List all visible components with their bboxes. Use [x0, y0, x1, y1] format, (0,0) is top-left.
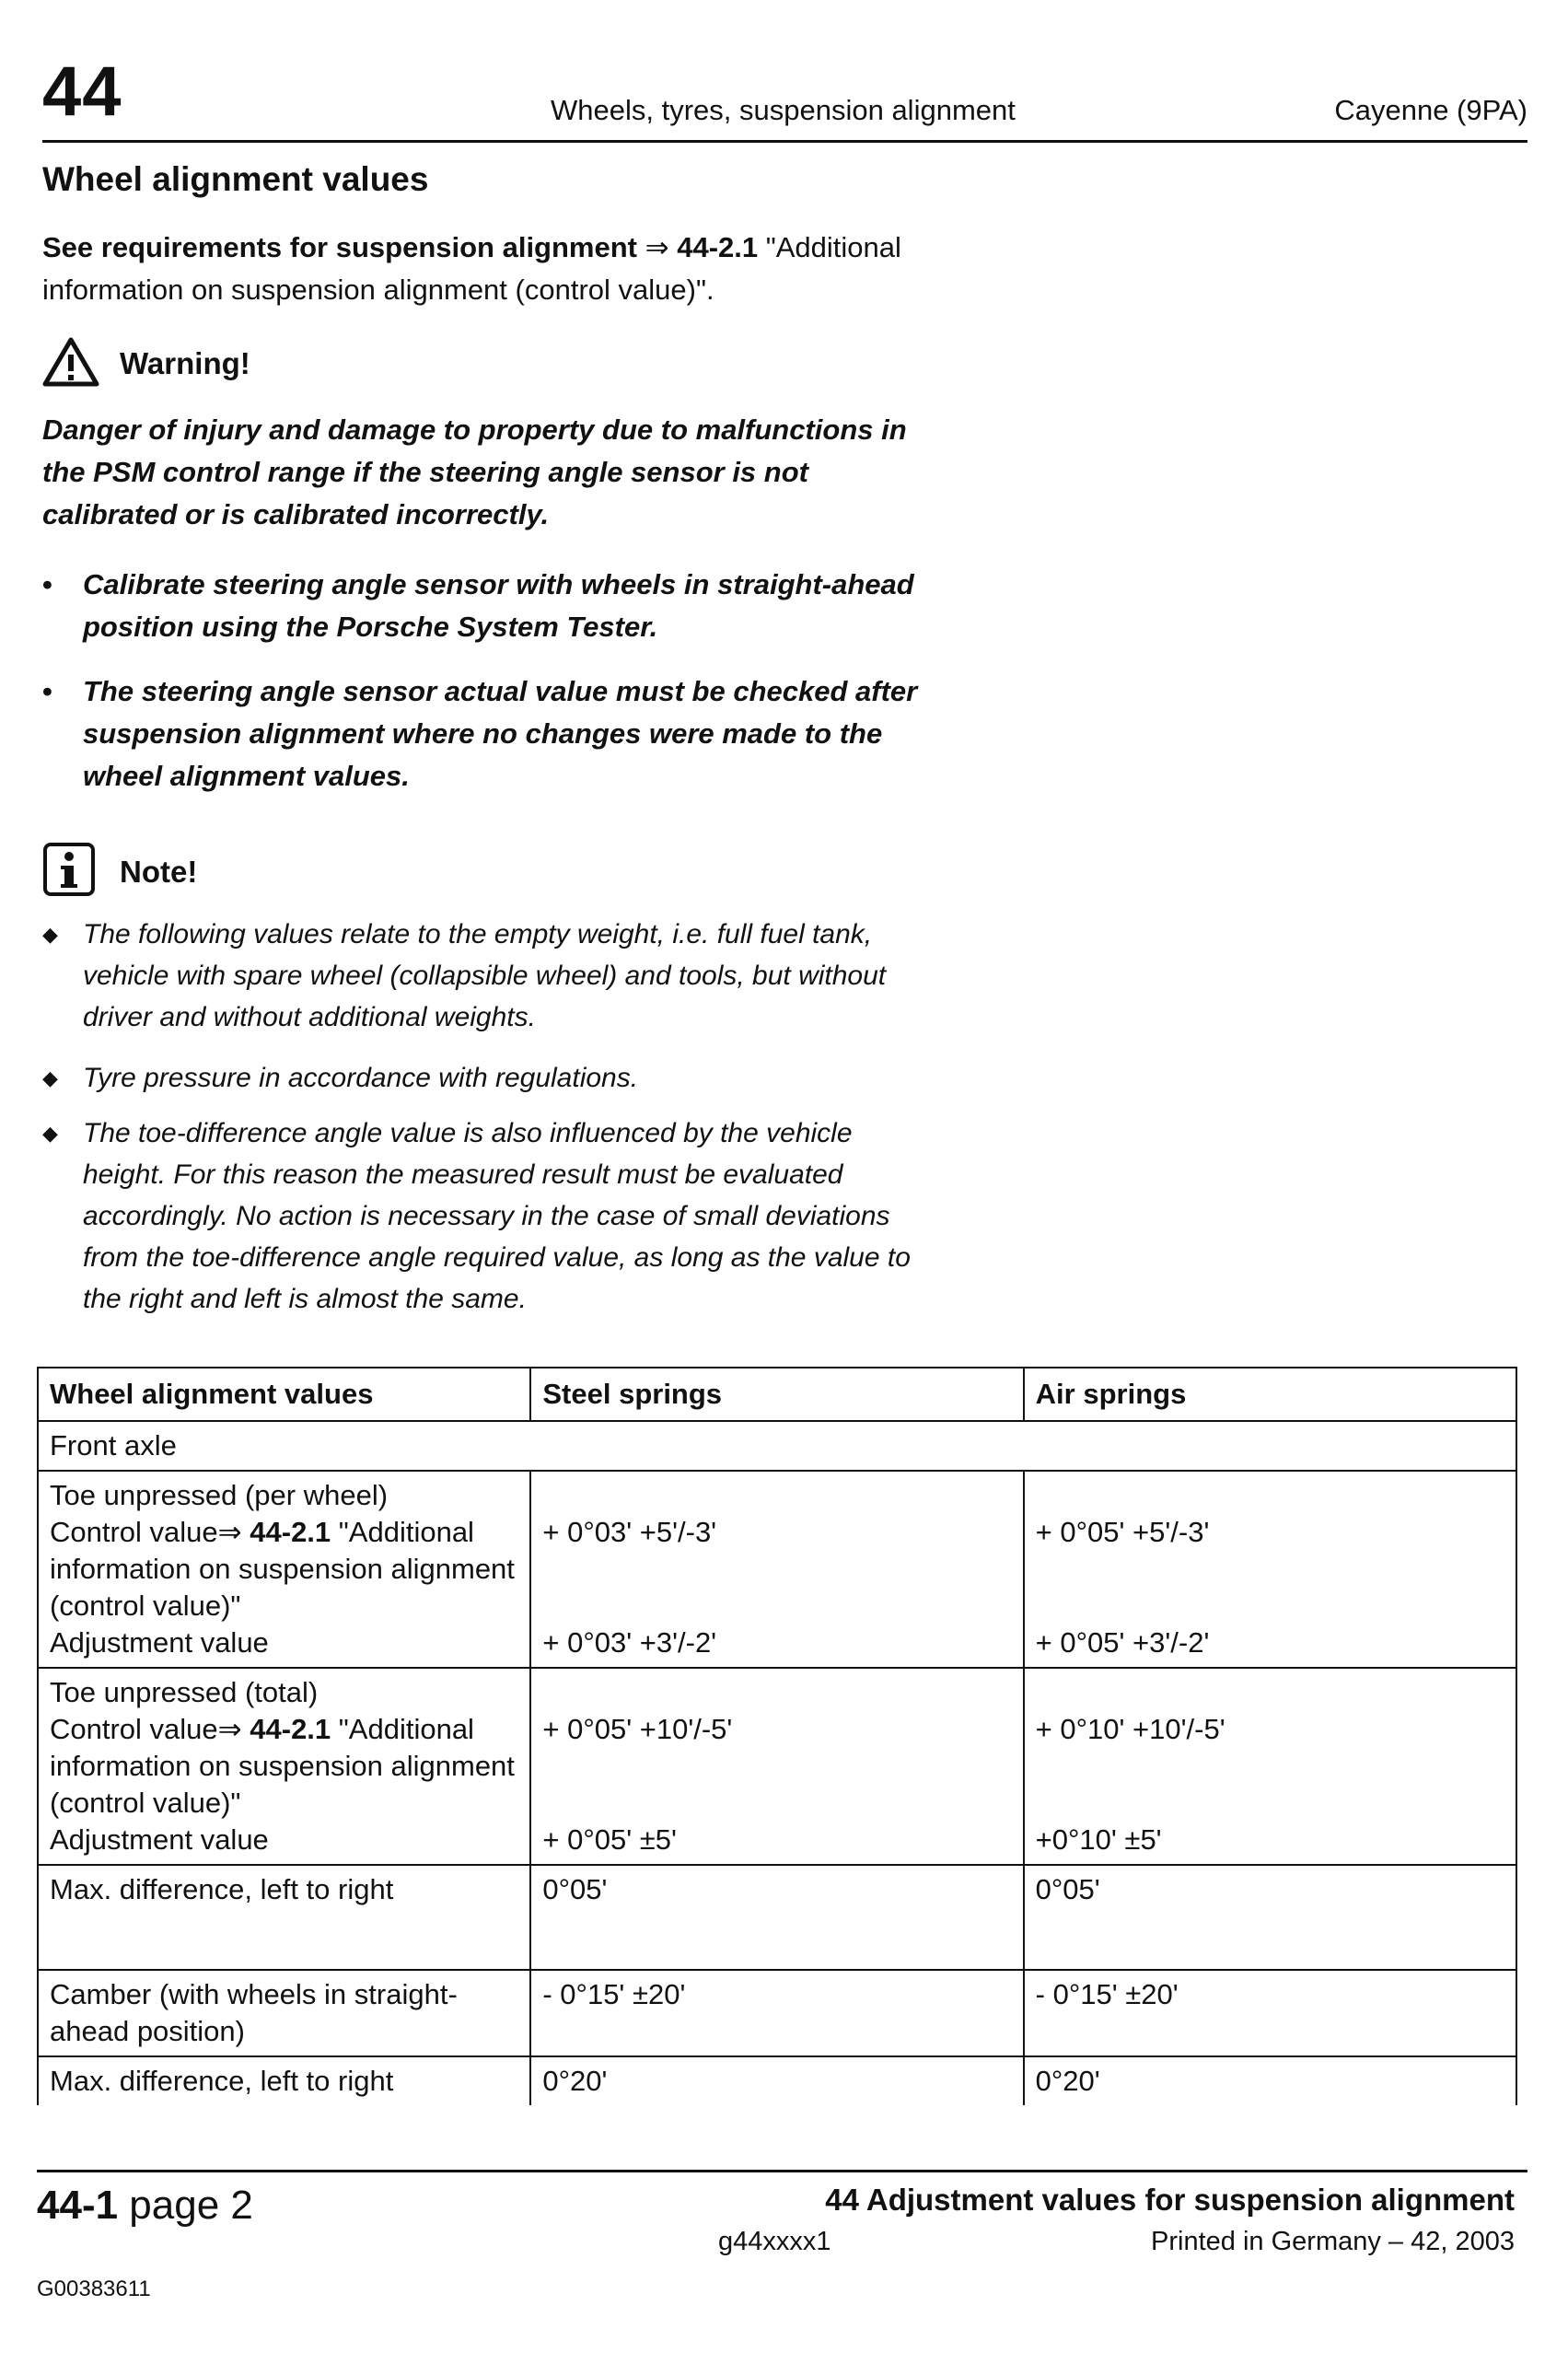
diamond-bullet-icon: ◆ [42, 1122, 58, 1145]
warning-text: Danger of injury and damage to property due to malfunctions in the PSM control range if the steering angle sensor is not calibrated or is calibrated incorrectly. [42, 413, 907, 530]
warning-triangle-icon [42, 337, 99, 387]
air-cell: 0°20' [1024, 2056, 1516, 2105]
steel-adjust-value: + 0°03' +3'/-2' [542, 1626, 717, 1659]
note-bullet: ◆ The following values relate to the empty weight, i.e. full fuel tank, vehicle with spare wheel (collapsible wheel) and tools, but without driver and without additional weights. [42, 914, 926, 1038]
section-cell: Front axle [38, 1421, 1516, 1471]
air-adjust-value: +0°10' ±5' [1035, 1823, 1162, 1856]
steel-cell: 0°05' [530, 1865, 1023, 1970]
steel-cell: 0°20' [530, 2056, 1023, 2105]
footer-printed: Printed in Germany – 42, 2003 [1151, 2227, 1515, 2256]
chapter-number: 44 [42, 52, 122, 131]
steel-cell: - 0°15' ±20' [530, 1970, 1023, 2056]
warning-label: Warning! [120, 346, 250, 380]
diamond-bullet-icon: ◆ [42, 923, 58, 946]
steel-cell [530, 1471, 1023, 1668]
requirement-bold: See requirements for suspension alignment [42, 231, 637, 263]
steel-adjust-value: + 0°05' ±5' [542, 1823, 677, 1856]
control-ref-link[interactable]: 44-2.1 [250, 1713, 331, 1745]
table-row [38, 2056, 1516, 2105]
steel-cell [530, 1668, 1023, 1865]
arrow-icon: ⇒ [645, 231, 669, 263]
note-bullet: ◆ The toe-difference angle value is also influenced by the vehicle height. For this reason the measured result must be evaluated accordingly. No action is necessary in the case of small deviations from the toe-difference angle required value, as long as the value to the right and left is almost the same. [42, 1112, 926, 1320]
footer-title: 44 Adjustment values for suspension alignment [825, 2183, 1515, 2217]
warning-bullet: • Calibrate steering angle sensor with wheels in straight-ahead position using the Porsche System Tester. [42, 564, 926, 648]
footer-page-number: 44-1 page 2 [37, 2183, 253, 2228]
table-row [38, 1668, 1516, 1865]
air-cell: - 0°15' ±20' [1024, 1970, 1516, 2056]
column-header: Air springs [1024, 1368, 1516, 1421]
toe-wheel-adjust-label: Adjustment value [50, 1626, 269, 1659]
requirement-paragraph [42, 227, 926, 311]
air-cell [1024, 1471, 1516, 1668]
bullet-dot-icon: • [42, 568, 52, 600]
label-cell: Camber (with wheels in straight-ahead position) [38, 1970, 530, 2056]
requirement-ref-link[interactable]: 44-2.1 [677, 231, 759, 263]
header-divider [42, 140, 1527, 143]
warning-bullet: • The steering angle sensor actual value must be checked after suspension alignment where no changes were made to the wheel alignment values. [42, 670, 926, 798]
requirement-rest: "Additional information on suspension alignment (control value)". [42, 231, 901, 306]
arrow-icon: ⇒ [217, 1516, 242, 1548]
label-cell [38, 1471, 530, 1668]
footer-code: g44xxxx1 [718, 2227, 831, 2256]
table-row [38, 1865, 1516, 1970]
table-row [38, 1970, 1516, 2056]
header-title: Wheels, tyres, suspension alignment [551, 94, 1016, 126]
note-label: Note! [120, 855, 198, 889]
header-model: Cayenne (9PA) [1334, 94, 1527, 126]
column-header: Steel springs [530, 1368, 1023, 1421]
table-header-row [38, 1368, 1516, 1421]
arrow-icon: ⇒ [217, 1713, 242, 1745]
air-cell: 0°05' [1024, 1865, 1516, 1970]
air-cell [1024, 1668, 1516, 1865]
document-id: G00383611 [37, 2277, 151, 2301]
label-cell: Max. difference, left to right [38, 2056, 530, 2105]
steel-control-value: + 0°05' +10'/-5' [542, 1713, 733, 1745]
diamond-bullet-icon: ◆ [42, 1066, 58, 1089]
toe-total-title: Toe unpressed (total) [50, 1676, 319, 1708]
wheel-alignment-table [37, 1367, 1517, 2105]
info-icon [42, 842, 96, 897]
air-adjust-value: + 0°05' +3'/-2' [1035, 1626, 1210, 1659]
toe-wheel-title: Toe unpressed (per wheel) [50, 1479, 389, 1511]
footer-divider [37, 2170, 1527, 2172]
column-header: Wheel alignment values [38, 1368, 530, 1421]
control-ref-link[interactable]: 44-2.1 [250, 1516, 331, 1548]
label-cell [38, 1668, 530, 1865]
air-control-value: + 0°10' +10'/-5' [1035, 1713, 1225, 1745]
air-control-value: + 0°05' +5'/-3' [1035, 1516, 1210, 1548]
table-row [38, 1471, 1516, 1668]
section-title: Wheel alignment values [42, 160, 429, 198]
toe-total-adjust-label: Adjustment value [50, 1823, 269, 1856]
steel-control-value: + 0°03' +5'/-3' [542, 1516, 717, 1548]
note-bullet: ◆ Tyre pressure in accordance with regulations. [42, 1057, 926, 1099]
toe-wheel-control: Control value⇒ 44-2.1 "Additional information on suspension alignment (control value)" [50, 1516, 515, 1622]
table-section-row [38, 1421, 1516, 1471]
label-cell: Max. difference, left to right [38, 1865, 530, 1970]
toe-total-control: Control value⇒ 44-2.1 "Additional information on suspension alignment (control value)" [50, 1713, 515, 1819]
bullet-dot-icon: • [42, 675, 52, 707]
